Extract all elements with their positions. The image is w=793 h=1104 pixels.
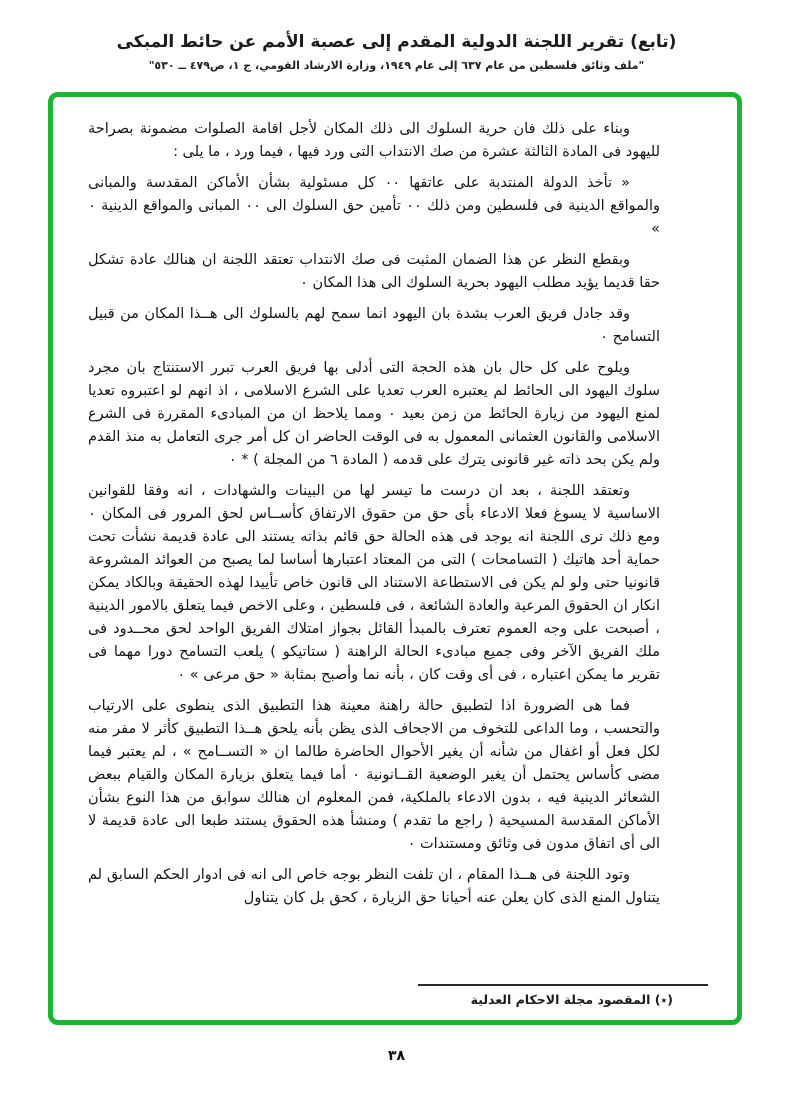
paragraph: وقد جادل فريق العرب بشدة بان اليهود انما سمح لهم بالسلوك الى هــذا المكان من قبيل التسامح ٠ xyxy=(88,306,660,345)
page-title: (تابع) تقرير اللجنة الدولية المقدم إلى عصبة الأمم عن حائط المبكى xyxy=(116,32,677,52)
document-body xyxy=(88,118,660,918)
paragraph: وتعتقد اللجنة ، بعد ان درست ما تيسر لها من البينات والشهادات ، انه وفقا للقوانين الاساسية لا يسوغ فعلا الادعاء بأى حق من حقوق الارتفاق كأســاس لحق المرور فى المكان ٠ ومع ذلك ترى اللجنة انه يوجد فى هذه الحالة حق قائم بذاته يستند الى عادة قديمة نشأت تحت حماية أحد هاتيك ( التسامحات ) التى من المعتاد اعتبارها أساسا لما يصبح من العوائد المشروعة قانونيا حتى ولو لم يكن فى الاستطاعة الاستناد الى قانون خاص تأييدا لهذه الحقيقة وبالكاد يمكن انكار ان الحقوق المرعية والعادة الشائعة ، فى فلسطين ، وعلى الاخص فيما يتعلق بالامور الدينية ، أصبحت على وجه العموم تعترف بالمبدأ القائل بجواز امتلاك الفريق الواحد لحق محــدود فى ملك الفريق الآخر وفى جميع مبادىء الحالة الراهنة ( ستاتيكو ) يلعب التسامح دورا مهما فى تقرير ما يمكن اعتباره ، فى أى وقت كان ، بأنه نما وأصبح بمثابة « حق مرعى » ٠ xyxy=(88,483,660,683)
paragraph: فما هى الضرورة اذا لتطبيق حالة راهنة معينة هذا التطبيق الذى ينطوى على الارتياب والتحسب ، وما الداعى للتخوف من الاجحاف الذى يظن بأنه يلحق هــذا التطبيق كأثر لا مفر منه لكل فعل أو اغفال من شأنه أن يغير الأحوال الحاضرة طالما ان « التســامح » ، لم يعتبر فيما مضى كأساس يحتمل أن يغير الوضعية القــانونية ٠ أما فيما يتعلق بزيارة المكان والقيام ببعض الشعائر الدينية فيه ، بدون الادعاء بالملكية، فمن المعلوم ان هنالك سوابق من هذا النوع بشأن الأماكن المقدسة المسيحية ( راجع ما تقدم ) ومنشأ هذه الحقوق يستند طبعا الى عادة قديمة لا الى أى اتفاق مدون فى وثائق ومستندات ٠ xyxy=(88,698,660,852)
paragraph: وتود اللجنة فى هــذا المقام ، ان تلفت النظر بوجه خاص الى انه فى ادوار الحكم السابق لم يتناول المنع الذى كان يعلن عنه أحيانا حق الزيارة ، كحق بل كان يتناول xyxy=(88,867,660,906)
page-number: ٣٨ xyxy=(387,1048,406,1064)
footnote-separator xyxy=(418,984,708,986)
paragraph: وبناء على ذلك فان حرية السلوك الى ذلك المكان لأجل اقامة الصلوات مضمونة بصراحة لليهود فى المادة الثالثة عشرة من صك الانتداب التى ورد فيها ، فيما ورد ، ما يلى : xyxy=(88,121,660,160)
footnote: (٭) المقصود مجلة الاحكام العدلية xyxy=(470,992,673,1007)
page-header xyxy=(0,32,793,72)
paragraph: ويلوح على كل حال بان هذه الحجة التى أدلى بها فريق العرب تبرر الاستنتاج بان مجرد سلوك اليهود الى الحائط لم يعتبره العرب تعديا على الشرع الاسلامى ، اذ انهم لو اعتبروه تعديا لمنع اليهود من زيارة الحائط من زمن بعيد ٠ ومما يلاحظ ان من المبادىء المقررة فى الشرع الاسلامى والقانون العثمانى المعمول به فى الوقت الحاضر ان كل أمر جرى التعامل به منذ القدم ولم يكن بحد ذاته غير قانونى يترك على قدمه ( المادة ٦ من المجلة ) * ٠ xyxy=(88,360,660,468)
paragraph-quotation: « تأخذ الدولة المنتدبة على عاتقها ٠٠ كل مسئولية بشأن الأماكن المقدسة والمبانى والمواقع الدينية فى فلسطين ومن ذلك ٠٠ تأمين حق السلوك الى ٠٠ المبانى والمواقع الدينية ٠ » xyxy=(88,175,660,237)
source-citation: "ملف وثائق فلسطين من عام ٦٣٧ إلى عام ١٩٤٩، وزارة الارشاد القومي، ج ١، ص٤٧٩ ــ ٥٣٠" xyxy=(148,59,645,72)
paragraph: وبقطع النظر عن هذا الضمان المثبت فى صك الانتداب تعتقد اللجنة ان هنالك عادة تشكل حقا قديما يؤيد مطلب اليهود بحرية السلوك الى هذا المكان ٠ xyxy=(88,252,660,291)
